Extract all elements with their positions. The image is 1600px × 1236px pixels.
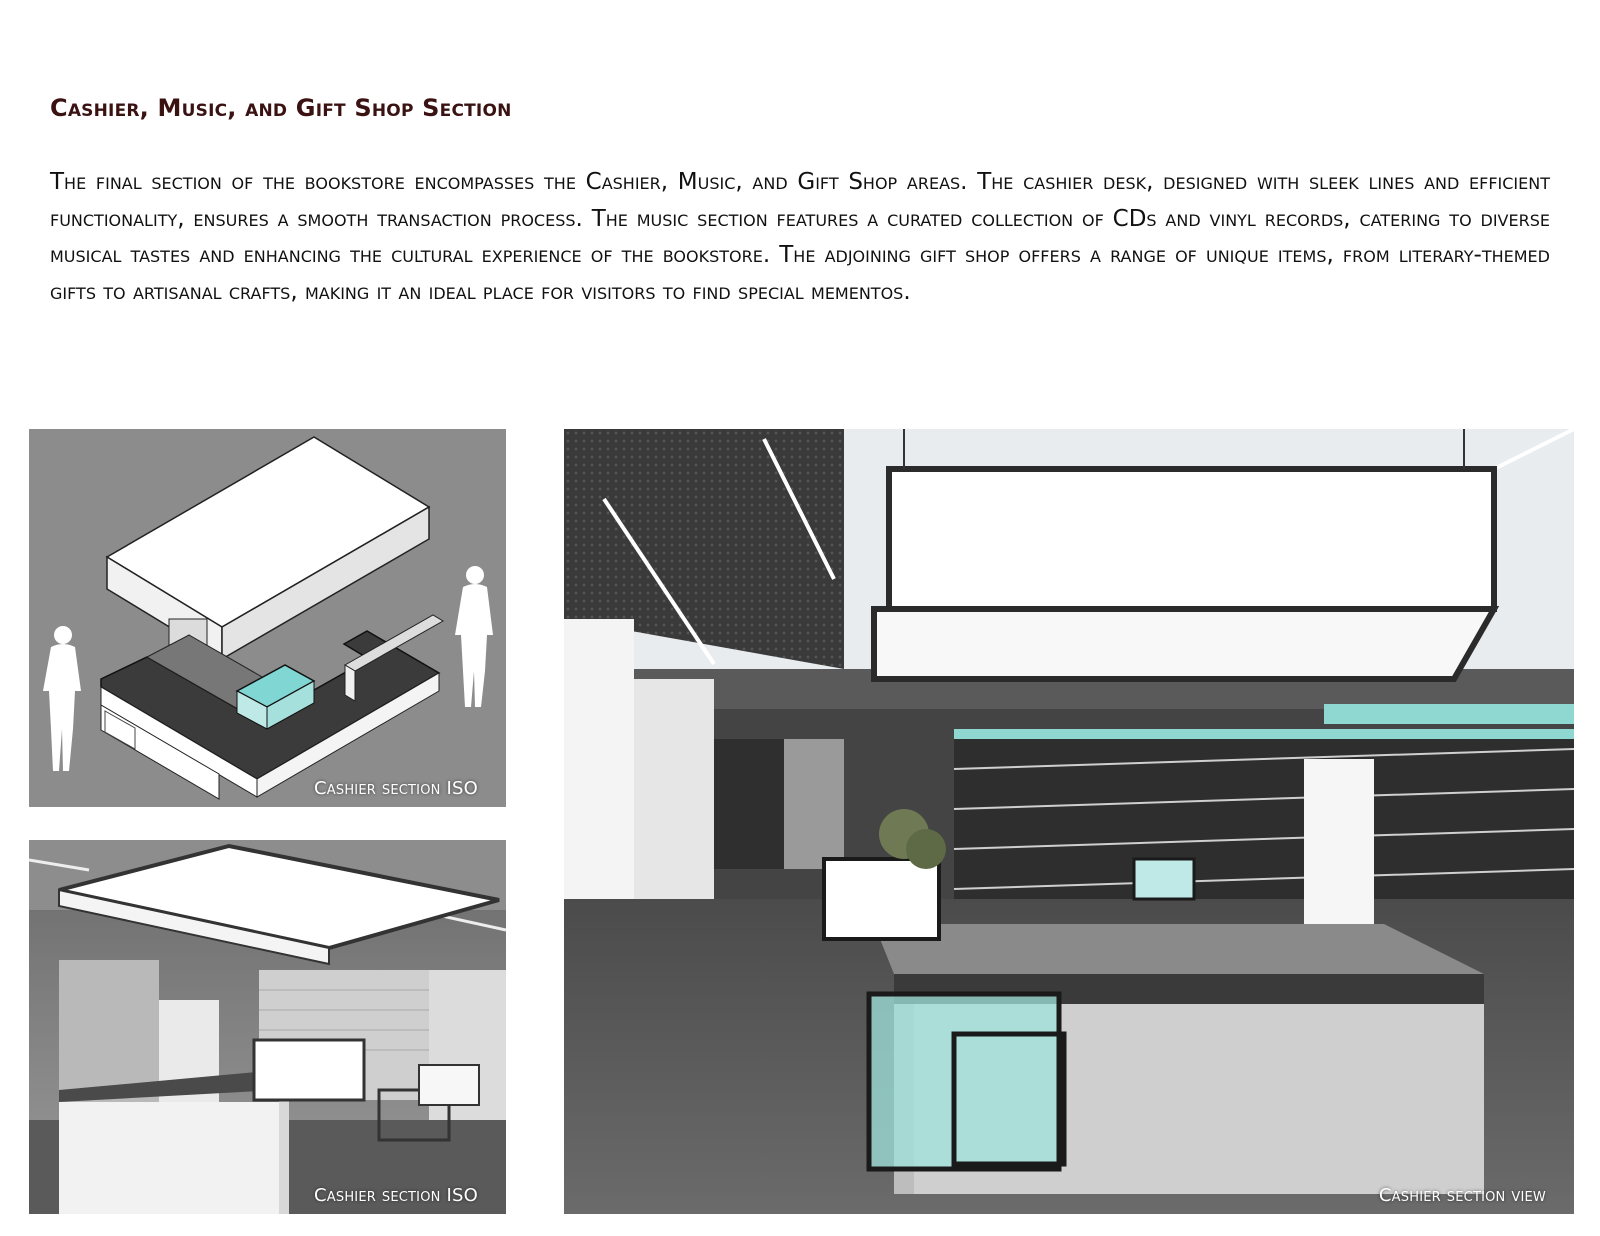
section-description: The final section of the bookstore encompasses the Cashier, Music, and Gift Shop areas. The cashier desk, designed with sleek lines and efficient functionality, ensures a smooth transaction process. The music section features a curated collection of CDs and vinyl records, catering to diverse musical tastes and enhancing the cultural experience of the bookstore. The adjoining gift shop offers a range of unique items, from literary-themed gifts to artisanal crafts, making it an ideal place for visitors to find special mementos. (50, 169, 1550, 305)
cashier-iso-diagram (29, 429, 506, 807)
section-title: Cashier, Music, and Gift Shop Section (50, 94, 512, 122)
figure-caption: Cashier section ISO (314, 1185, 478, 1206)
figure-caption: Cashier section view (1378, 1185, 1546, 1206)
large-render-illustration (564, 429, 1574, 1214)
cashier-small-render (29, 840, 506, 1214)
small-render-illustration (29, 840, 506, 1214)
figure-caption: Cashier section ISO (314, 778, 478, 799)
cashier-large-render (564, 429, 1574, 1214)
iso-illustration (29, 429, 506, 807)
